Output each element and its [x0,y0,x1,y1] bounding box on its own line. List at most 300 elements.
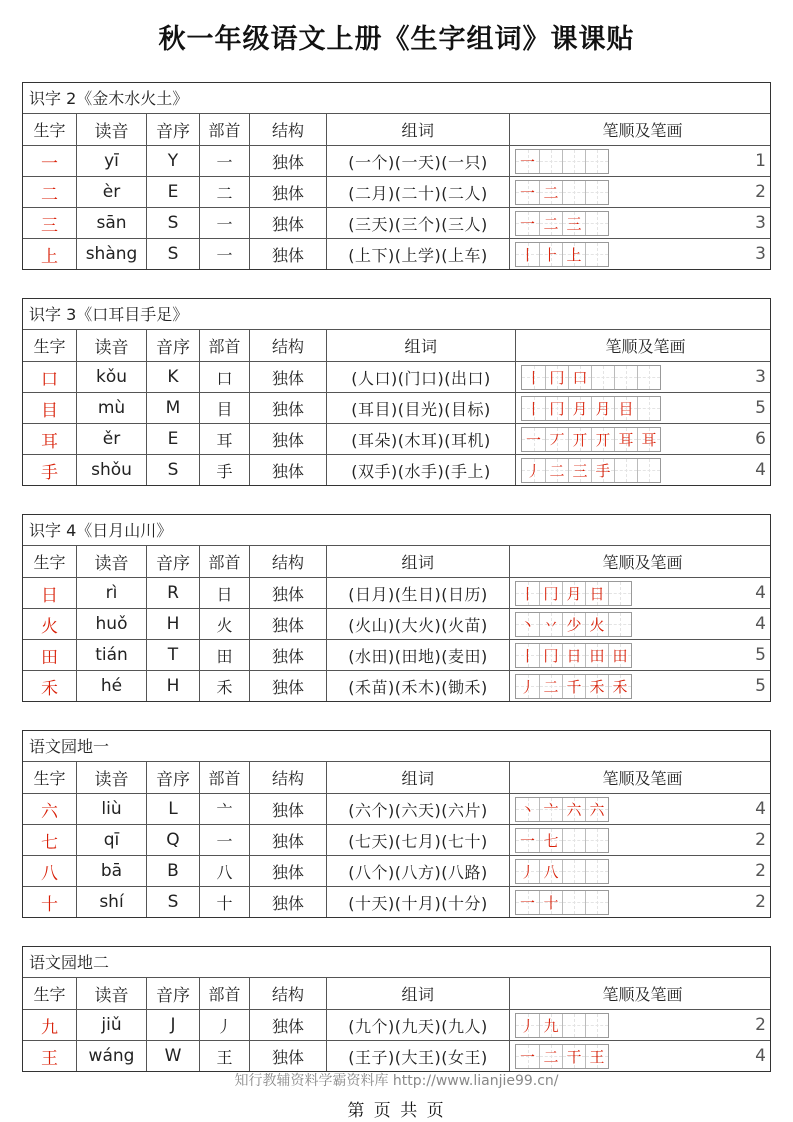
stroke-square [539,860,562,883]
stroke-step: 王 [589,1047,605,1066]
stroke-square [539,613,562,636]
stroke-step: 干 [566,1047,582,1066]
table-row [23,207,770,238]
char-cell: 三 [41,215,58,236]
stroke-grid [521,458,661,483]
header-stroke-order: 笔顺及笔画 [509,546,770,577]
stroke-step: 一 [519,152,535,171]
structure-cell: 独体 [249,671,326,701]
table-row [23,145,770,176]
stroke-step: 火 [589,615,605,634]
stroke-step: 口 [572,368,588,387]
header-pinyin: 读音 [76,546,146,577]
stroke-square [614,366,637,389]
pinyin-cell: mù [76,393,146,423]
stroke-order-cell [509,177,770,207]
words-cell: (十天)(十月)(十分) [326,887,509,917]
stroke-step: 丨 [519,646,535,665]
stroke-step: 丨 [525,368,541,387]
stroke-count: 2 [755,861,766,881]
stroke-count: 1 [755,151,766,171]
header-radical: 部首 [199,114,249,145]
lesson-table [22,82,771,270]
header-radical: 部首 [199,546,249,577]
stroke-grid [515,674,632,699]
radical-cell: 日 [199,578,249,608]
stroke-count: 4 [755,1046,766,1066]
stroke-order-cell [509,1041,770,1071]
radical-cell: 口 [199,362,249,392]
stroke-square [585,181,608,204]
words-cell: (禾苗)(禾木)(锄禾) [326,671,509,701]
index-cell: K [146,362,199,392]
words-cell: (一个)(一天)(一只) [326,146,509,176]
stroke-step: 丿 [525,461,541,480]
stroke-count: 4 [755,583,766,603]
stroke-step: 丨 [525,399,541,418]
stroke-square [516,582,539,605]
lesson-table [22,730,771,918]
pinyin-cell: shí [76,887,146,917]
stroke-grid [515,643,632,668]
stroke-square [614,459,637,482]
stroke-square [562,150,585,173]
char-cell: 王 [41,1048,58,1069]
char-cell: 八 [41,863,58,884]
header-char: 生字 [33,985,66,1004]
lesson-title: 语文园地二 [23,947,770,978]
stroke-step: 目 [618,399,634,418]
table-row [23,454,770,485]
structure-cell: 独体 [249,393,326,423]
stroke-square [516,675,539,698]
header-char: 生字 [33,337,66,356]
header-index: 音序 [146,330,199,361]
pinyin-cell: huǒ [76,609,146,639]
table-header-row [23,330,770,361]
stroke-square [585,1045,608,1068]
index-cell: T [146,640,199,670]
table-row [23,670,770,701]
stroke-grid [515,180,609,205]
header-char: 生字 [33,121,66,140]
table-row [23,793,770,824]
stroke-step: 禾 [612,677,628,696]
stroke-grid [521,396,661,421]
structure-cell: 独体 [249,455,326,485]
footer-page-number: 第 页 共 页 [347,1101,446,1121]
stroke-step: 月 [595,399,611,418]
header-stroke-order: 笔顺及笔画 [509,762,770,793]
stroke-square [539,1045,562,1068]
char-cell: 日 [41,585,58,606]
header-index: 音序 [146,114,199,145]
stroke-square [516,613,539,636]
stroke-square [591,428,614,451]
stroke-square [516,1045,539,1068]
stroke-grid [515,612,632,637]
pinyin-cell: liù [76,794,146,824]
index-cell: H [146,671,199,701]
stroke-step: 三 [572,461,588,480]
structure-cell: 独体 [249,640,326,670]
stroke-square [545,366,568,389]
stroke-square [585,613,608,636]
words-cell: (耳朵)(木耳)(耳机) [326,424,515,454]
stroke-square [516,1014,539,1037]
words-cell: (双手)(水手)(手上) [326,455,515,485]
header-words: 组词 [326,114,509,145]
stroke-step: 冂 [543,646,559,665]
stroke-square [568,397,591,420]
stroke-order-cell [515,362,770,392]
stroke-step: 丿 [519,862,535,881]
stroke-square [562,891,585,914]
stroke-square [516,181,539,204]
table-row [23,1040,770,1071]
char-cell: 火 [41,616,58,637]
stroke-square [539,243,562,266]
stroke-step: 一 [519,831,535,850]
table-row [23,855,770,886]
index-cell: W [146,1041,199,1071]
stroke-step: 七 [543,831,559,850]
stroke-count: 2 [755,1015,766,1035]
stroke-order-cell [509,208,770,238]
stroke-grid [515,1013,609,1038]
stroke-order-cell [515,393,770,423]
index-cell: S [146,455,199,485]
stroke-grid [515,859,609,884]
stroke-square [591,459,614,482]
stroke-step: 八 [543,862,559,881]
stroke-square [539,675,562,698]
stroke-step: 丿 [519,677,535,696]
stroke-square [562,1045,585,1068]
stroke-square [516,829,539,852]
stroke-square [562,613,585,636]
header-words: 组词 [326,330,515,361]
lesson-title: 识字 2《金木水火土》 [23,83,770,114]
stroke-step: 六 [589,800,605,819]
stroke-step: 一 [519,183,535,202]
structure-cell: 独体 [249,856,326,886]
header-pinyin: 读音 [76,978,146,1009]
page-title: 秋一年级语文上册《生字组词》课课贴 [158,24,635,55]
stroke-step: 月 [566,584,582,603]
index-cell: R [146,578,199,608]
stroke-order-cell [509,578,770,608]
index-cell: E [146,177,199,207]
structure-cell: 独体 [249,1041,326,1071]
stroke-count: 3 [755,367,766,387]
header-radical: 部首 [199,978,249,1009]
structure-cell: 独体 [249,794,326,824]
stroke-square [637,459,660,482]
pinyin-cell: wáng [76,1041,146,1071]
table-row [23,608,770,639]
stroke-grid [515,149,609,174]
table-row [23,361,770,392]
stroke-step: 日 [589,584,605,603]
pinyin-cell: sān [76,208,146,238]
index-cell: J [146,1010,199,1040]
index-cell: B [146,856,199,886]
stroke-grid [515,890,609,915]
radical-cell: 一 [199,825,249,855]
structure-cell: 独体 [249,887,326,917]
pinyin-cell: hé [76,671,146,701]
radical-cell: 十 [199,887,249,917]
stroke-square [591,397,614,420]
pinyin-cell: yī [76,146,146,176]
words-cell: (日月)(生日)(日历) [326,578,509,608]
stroke-order-cell [509,239,770,269]
stroke-step: 九 [543,1016,559,1035]
stroke-square [539,1014,562,1037]
stroke-step: 一 [519,1047,535,1066]
words-cell: (人口)(门口)(出口) [326,362,515,392]
table-row [23,639,770,670]
radical-cell: 丿 [199,1010,249,1040]
stroke-count: 4 [755,614,766,634]
pinyin-cell: kǒu [76,362,146,392]
stroke-square [516,150,539,173]
stroke-square [545,459,568,482]
stroke-square [585,891,608,914]
stroke-step: 丆 [549,430,565,449]
words-cell: (六个)(六天)(六片) [326,794,509,824]
char-cell: 禾 [41,678,58,699]
words-cell: (二月)(二十)(二人) [326,177,509,207]
stroke-square [516,243,539,266]
char-cell: 手 [41,462,58,483]
stroke-square [585,582,608,605]
char-cell: 耳 [41,431,58,452]
stroke-square [562,860,585,883]
structure-cell: 独体 [249,825,326,855]
footer-source: 知行教辅资料学霸资料库 http://www.lianjie99.cn/ [234,1073,559,1089]
radical-cell: 一 [199,146,249,176]
header-stroke-order: 笔顺及笔画 [515,330,770,361]
words-cell: (耳目)(目光)(目标) [326,393,515,423]
stroke-square [562,1014,585,1037]
stroke-count: 6 [755,429,766,449]
structure-cell: 独体 [249,146,326,176]
stroke-step: 月 [572,399,588,418]
radical-cell: 火 [199,609,249,639]
stroke-count: 2 [755,830,766,850]
stroke-step: 一 [519,214,535,233]
pinyin-cell: èr [76,177,146,207]
stroke-square [522,428,545,451]
stroke-square [562,644,585,667]
lesson-table [22,298,771,486]
radical-cell: 手 [199,455,249,485]
lesson-table [22,514,771,702]
stroke-order-cell [509,671,770,701]
char-cell: 七 [41,832,58,853]
header-structure: 结构 [249,114,326,145]
lesson-title: 语文园地一 [23,731,770,762]
stroke-square [539,891,562,914]
stroke-step: 二 [543,1047,559,1066]
stroke-square [562,675,585,698]
stroke-grid [515,797,609,822]
stroke-step: 丿 [519,1016,535,1035]
stroke-square [516,860,539,883]
stroke-step: 亠 [543,800,559,819]
header-structure: 结构 [249,330,326,361]
stroke-step: 丨 [519,245,535,264]
char-cell: 九 [41,1017,58,1038]
words-cell: (八个)(八方)(八路) [326,856,509,886]
header-pinyin: 读音 [76,114,146,145]
stroke-square [637,428,660,451]
stroke-order-cell [509,1010,770,1040]
stroke-square [539,798,562,821]
header-structure: 结构 [249,978,326,1009]
pinyin-cell: jiǔ [76,1010,146,1040]
stroke-square [608,613,631,636]
char-cell: 十 [41,894,58,915]
stroke-square [585,675,608,698]
stroke-grid [515,828,609,853]
stroke-square [608,644,631,667]
stroke-order-cell [515,424,770,454]
lesson-table [22,946,771,1072]
stroke-square [522,397,545,420]
stroke-square [591,366,614,389]
stroke-square [516,644,539,667]
stroke-square [585,644,608,667]
stroke-square [637,397,660,420]
stroke-step: 田 [612,646,628,665]
words-cell: (火山)(大火)(火苗) [326,609,509,639]
table-header-row [23,546,770,577]
stroke-square [585,829,608,852]
words-cell: (七天)(七月)(七十) [326,825,509,855]
header-structure: 结构 [249,546,326,577]
stroke-order-cell [509,640,770,670]
stroke-step: 日 [566,646,582,665]
stroke-square [539,150,562,173]
structure-cell: 独体 [249,1010,326,1040]
stroke-step: 六 [566,800,582,819]
stroke-order-cell [509,887,770,917]
header-structure: 结构 [249,762,326,793]
stroke-square [516,798,539,821]
header-stroke-order: 笔顺及笔画 [509,114,770,145]
stroke-step: 少 [566,615,582,634]
stroke-square [585,798,608,821]
radical-cell: 目 [199,393,249,423]
stroke-square [608,582,631,605]
stroke-count: 2 [755,892,766,912]
stroke-square [539,212,562,235]
stroke-step: 丌 [595,430,611,449]
structure-cell: 独体 [249,177,326,207]
stroke-step: 手 [595,461,611,480]
radical-cell: 田 [199,640,249,670]
stroke-step: 禾 [589,677,605,696]
stroke-square [539,181,562,204]
stroke-order-cell [509,825,770,855]
radical-cell: 一 [199,239,249,269]
stroke-square [545,397,568,420]
header-words: 组词 [326,762,509,793]
stroke-grid [521,427,661,452]
radical-cell: 耳 [199,424,249,454]
stroke-square [539,644,562,667]
stroke-grid [521,365,661,390]
stroke-step: 上 [566,245,582,264]
char-cell: 目 [41,400,58,421]
stroke-square [522,459,545,482]
structure-cell: 独体 [249,208,326,238]
stroke-count: 5 [755,398,766,418]
char-cell: 上 [41,246,58,267]
stroke-step: 耳 [618,430,634,449]
radical-cell: 亠 [199,794,249,824]
words-cell: (王子)(大王)(女王) [326,1041,509,1071]
index-cell: H [146,609,199,639]
structure-cell: 独体 [249,424,326,454]
stroke-square [516,891,539,914]
table-row [23,1009,770,1040]
stroke-step: 二 [543,677,559,696]
table-row [23,392,770,423]
stroke-square [562,798,585,821]
table-header-row [23,762,770,793]
pinyin-cell: rì [76,578,146,608]
header-words: 组词 [326,978,509,1009]
stroke-square [522,366,545,389]
stroke-count: 2 [755,182,766,202]
stroke-order-cell [509,794,770,824]
table-header-row [23,978,770,1009]
index-cell: M [146,393,199,423]
header-char: 生字 [33,553,66,572]
table-row [23,238,770,269]
pinyin-cell: shǒu [76,455,146,485]
radical-cell: 王 [199,1041,249,1071]
stroke-grid [515,1044,609,1069]
stroke-square [539,829,562,852]
stroke-step: 耳 [641,430,657,449]
stroke-grid [515,242,609,267]
header-index: 音序 [146,762,199,793]
radical-cell: 二 [199,177,249,207]
header-char: 生字 [33,769,66,788]
stroke-order-cell [509,856,770,886]
stroke-step: 田 [589,646,605,665]
words-cell: (九个)(九天)(九人) [326,1010,509,1040]
stroke-square [568,428,591,451]
table-header-row [23,114,770,145]
stroke-square [568,366,591,389]
words-cell: (上下)(上学)(上车) [326,239,509,269]
table-row [23,886,770,917]
stroke-square [562,243,585,266]
stroke-square [585,860,608,883]
stroke-square [568,459,591,482]
stroke-square [585,212,608,235]
stroke-step: 二 [543,183,559,202]
stroke-grid [515,581,632,606]
stroke-step: 丶 [519,800,535,819]
structure-cell: 独体 [249,239,326,269]
